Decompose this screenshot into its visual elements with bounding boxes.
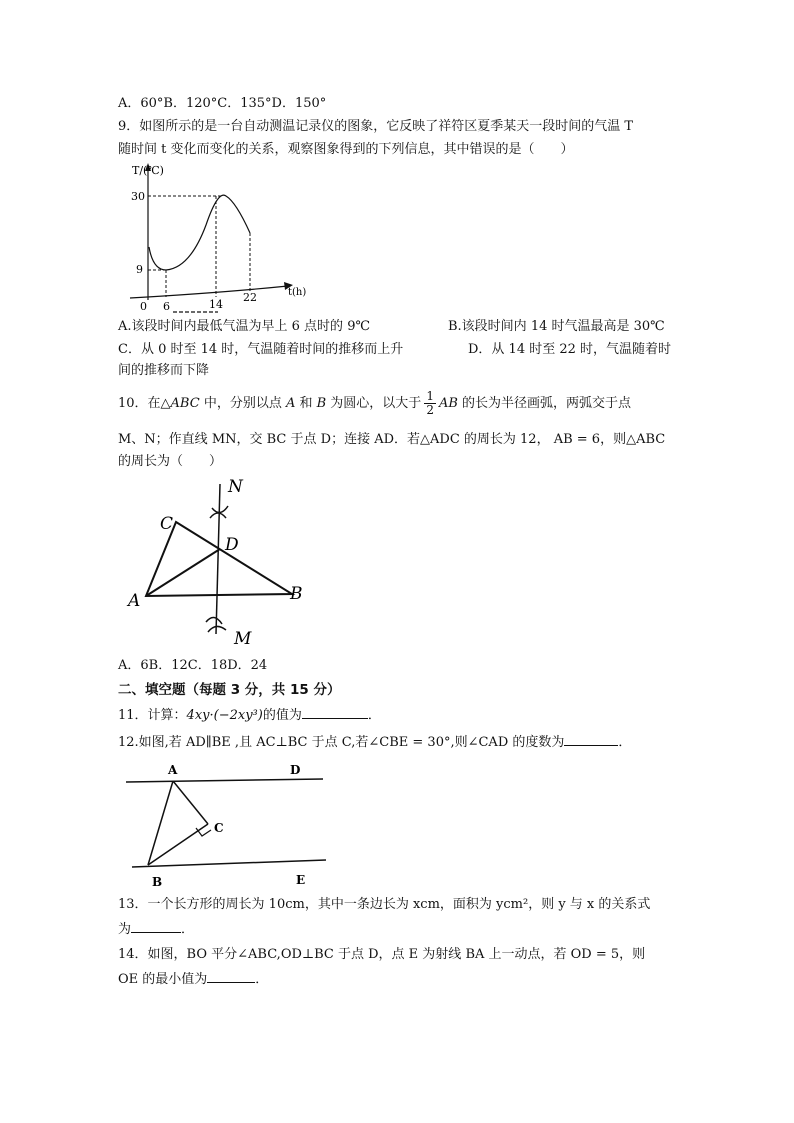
q9-y-axis-label: T/(℃) xyxy=(132,164,164,177)
q10-triangle-figure xyxy=(118,472,318,652)
fraction-one-half: $\frac{1}{2}$ xyxy=(426,389,434,417)
q10-stem-line2: M、N；作直线 MN，交 BC 于点 D；连接 AD．若△ADC 的周长为 12， AB = 6，则△ABC xyxy=(118,432,666,447)
q9-y-tick-9: 9 xyxy=(136,263,143,276)
q9-x-tick-0: 0 xyxy=(140,300,147,313)
q10-label-c: C xyxy=(160,514,174,534)
q14-answer-blank[interactable] xyxy=(207,970,255,983)
q10-label-m: M xyxy=(234,629,252,649)
q10-stem-line3: 的周长为（ ） xyxy=(118,454,223,469)
q12-label-d: D xyxy=(290,763,301,777)
q9-x-axis-label: t(h) xyxy=(288,287,307,298)
q13-stem-line1: 13．一个长方形的周长为 10cm，其中一条边长为 xcm，面积为 ycm²，则 y 与 x 的关系式 xyxy=(118,897,651,912)
q12-label-c: C xyxy=(214,821,224,835)
q10-label-b: B xyxy=(290,584,303,604)
q9-x-tick-22: 22 xyxy=(243,291,257,304)
q9-stem-line2: 随时间 t 变化而变化的关系，观察图象得到的下列信息，其中错误的是（ ） xyxy=(118,142,574,157)
q9-option-d-line1: D．从 14 时至 22 时，气温随着时 xyxy=(468,342,672,357)
q9-x-tick-6: 6 xyxy=(163,300,170,313)
q9-y-tick-30: 30 xyxy=(131,190,145,203)
q11-answer-blank[interactable] xyxy=(302,706,368,719)
q13-stem-line2: 为 ． xyxy=(118,922,195,937)
q9-option-b: B.该段时间内 14 时气温最高是 30℃ xyxy=(448,319,665,334)
q12-stem: 12.如图,若 AD∥BE ,且 AC⊥BC 于点 C,若∠CBE = 30°,则∠CAD 的度数为 ． xyxy=(118,735,632,750)
q12-label-b: B xyxy=(152,875,163,889)
q13-answer-blank[interactable] xyxy=(131,920,181,933)
q10-label-n: N xyxy=(228,477,243,497)
q12-parallel-lines-figure xyxy=(118,752,338,897)
q11-stem: 11．计算：4xy·(−2xy³)的值为 ． xyxy=(118,708,381,723)
q10-stem-line1: 10．在△ABC 中，分别以点 A 和 B 为圆心，以大于 $\frac{1}{2}$ AB 的长为半径画弧，两弧交于点 xyxy=(118,389,632,417)
q8-options: A．60°B．120°C．135°D．150° xyxy=(118,96,327,111)
q9-option-a: A.该段时间内最低气温为早上 6 点时的 9℃ xyxy=(118,319,371,334)
q14-stem-line2: OE 的最小值为 ． xyxy=(118,972,269,987)
q9-option-c: C．从 0 时至 14 时，气温随着时间的推移而上升 xyxy=(118,342,404,357)
q9-temperature-graph xyxy=(118,160,308,315)
q9-option-d-line2: 间的推移而下降 xyxy=(118,363,210,378)
q9-stem-line1: 9．如图所示的是一台自动测温记录仪的图象，它反映了祥符区夏季某天一段时间的气温 T xyxy=(118,119,634,134)
q12-label-e: E xyxy=(296,873,306,887)
q12-label-a: A xyxy=(168,763,178,777)
q9-x-tick-14: 14 xyxy=(209,298,223,311)
q10-label-a: A xyxy=(128,591,141,611)
section2-heading: 二、填空题（每题 3 分，共 15 分） xyxy=(118,682,341,698)
q12-answer-blank[interactable] xyxy=(564,733,618,746)
q10-options: A．6B．12C．18D．24 xyxy=(118,658,268,673)
q10-label-d: D xyxy=(225,535,239,555)
q14-stem-line1: 14．如图，BO 平分∠ABC,OD⊥BC 于点 D，点 E 为射线 BA 上一动点，若 OD = 5，则 xyxy=(118,947,646,962)
